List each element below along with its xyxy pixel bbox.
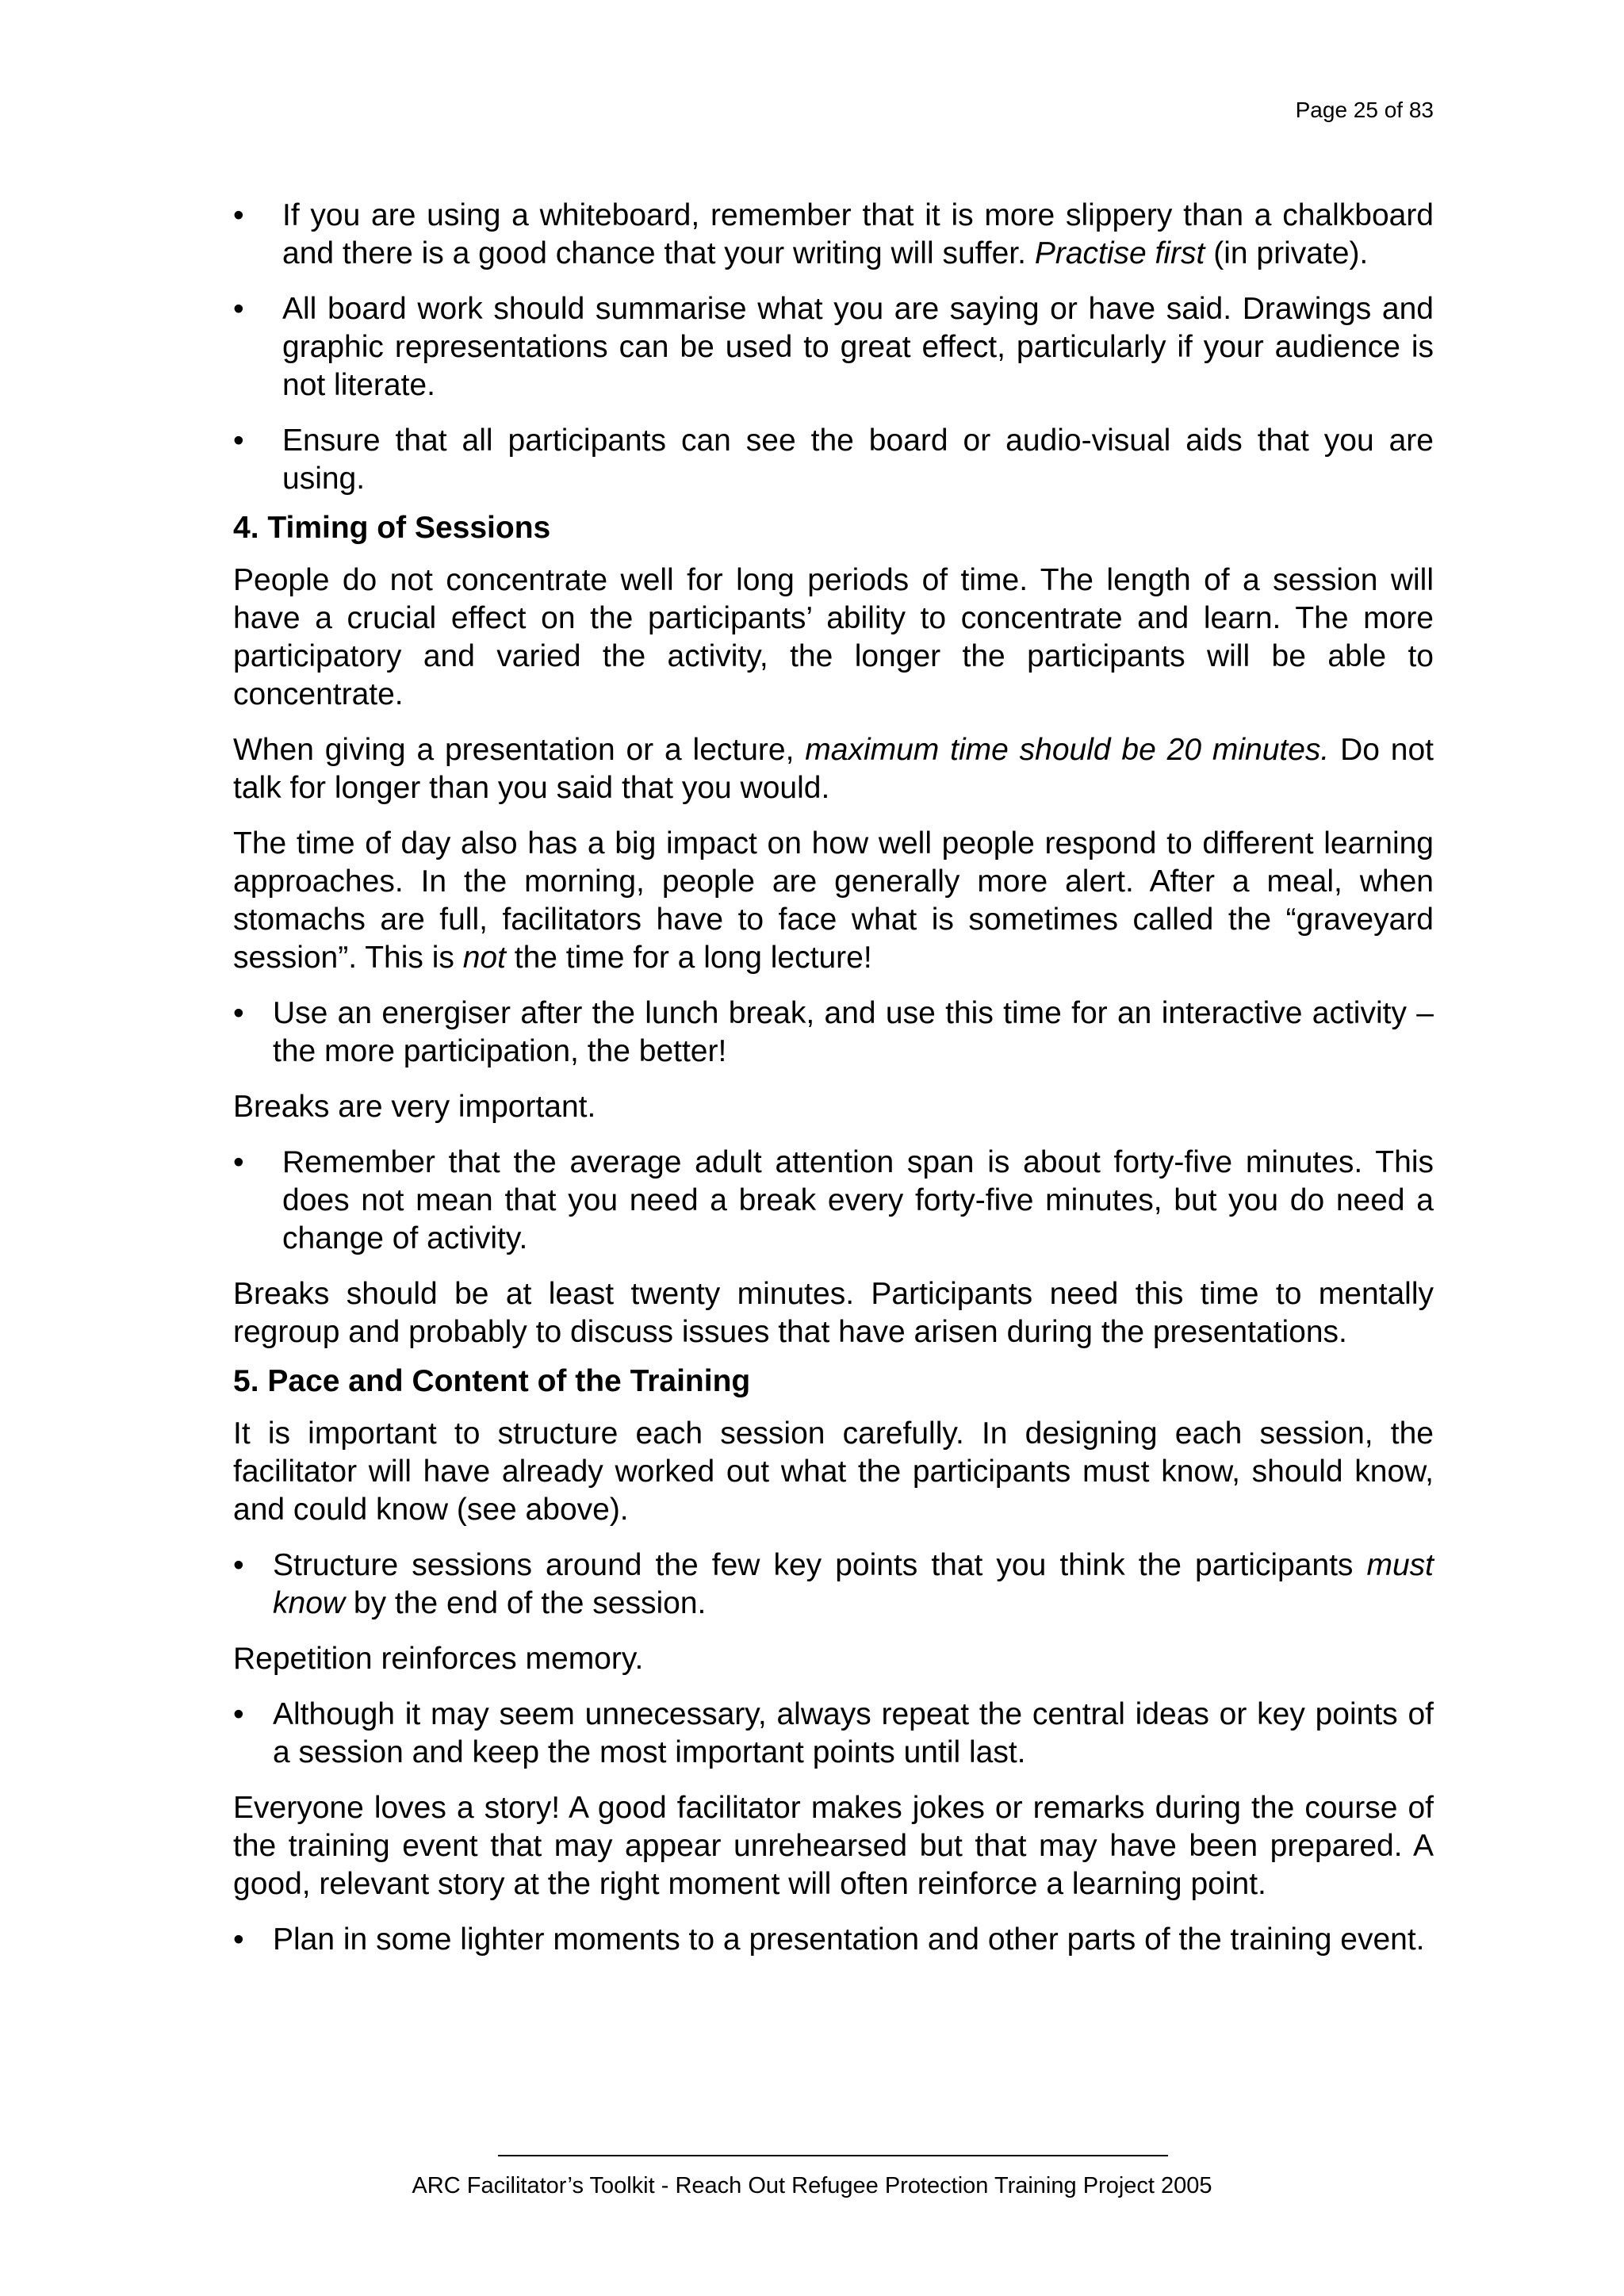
paragraph-break-length: Breaks should be at least twenty minutes. Participants need this time to mentally regroup and probably to discuss issues that have arisen during the presentations. [233,1277,1434,1349]
paragraph-repetition: Repetition reinforces memory. [233,1642,644,1676]
bullet-dot: • [233,424,244,458]
section-heading-timing: 4. Timing of Sessions [233,511,551,545]
footer-text: ARC Facilitator’s Toolkit - Reach Out Refugee Protection Training Project 2005 [412,2173,1212,2198]
paragraph-presentation-time: When giving a presentation or a lecture, maximum time should be 20 minutes. Do not talk for longer than you said that you would. [233,733,1434,805]
section-heading-pace: 5. Pace and Content of the Training [233,1364,751,1398]
bullet-repeat: • Although it may seem unnecessary, always repeat the central ideas or key points of a session and keep the most important points until last. [233,1697,1434,1769]
bullet-dot: • [233,996,244,1030]
bullet-dot: • [233,198,244,232]
paragraph-concentration: People do not concentrate well for long periods of time. The length of a session will have a crucial effect on the participants’ ability to concentrate and learn. The more participatory and varied the activity, the longer the participants will be able to concentrate. [233,563,1434,711]
bullet-attention-span: • Remember that the average adult attention span is about forty-five minutes. This does not mean that you need a break every forty-five minutes, but you do need a change of activity. [233,1145,1434,1255]
bullet-visibility: • Ensure that all participants can see the board or audio-visual aids that you are using. [233,424,1434,496]
bullet-dot: • [233,1697,244,1731]
page-number: Page 25 of 83 [1295,98,1434,122]
bullet-board-work: • All board work should summarise what you are saying or have said. Drawings and graphic representations can be used to great effect, particularly if your audience is not literate. [233,292,1434,402]
bullet-dot: • [233,1548,244,1582]
bullet-whiteboard: • If you are using a whiteboard, remember that it is more slippery than a chalkboard and there is a good chance that your writing will suffer. Practise first (in private). [233,198,1434,270]
paragraph-time-of-day: The time of day also has a big impact on how well people respond to different learning approaches. In the morning, people are generally more alert. After a meal, when stomachs are full, facilitators have to face what is sometimes called the “graveyard session”. This is not the time for a long lecture! [233,826,1434,975]
bullet-dot: • [233,1145,244,1179]
paragraph-structure: It is important to structure each session carefully. In designing each session, the facilitator will have already worked out what the participants must know, should know, and could know (see above). [233,1416,1434,1527]
bullet-dot: • [233,1922,244,1957]
page-content [233,197,1434,1976]
paragraph-story: Everyone loves a story! A good facilitator makes jokes or remarks during the course of the training event that may appear unrehearsed but that may have been prepared. A good, relevant story at the right moment will often reinforce a learning point. [233,1791,1434,1901]
bullet-dot: • [233,292,244,326]
bullet-lighter-moments: • Plan in some lighter moments to a presentation and other parts of the training event. [233,1921,1434,1959]
bullet-energiser: • Use an energiser after the lunch break, and use this time for an interactive activity – the more participation, the better! [233,996,1434,1068]
footer-divider [498,2155,1168,2156]
paragraph-breaks: Breaks are very important. [233,1090,596,1124]
bullet-key-points: • Structure sessions around the few key points that you think the participants must know by the end of the session. [233,1548,1434,1620]
